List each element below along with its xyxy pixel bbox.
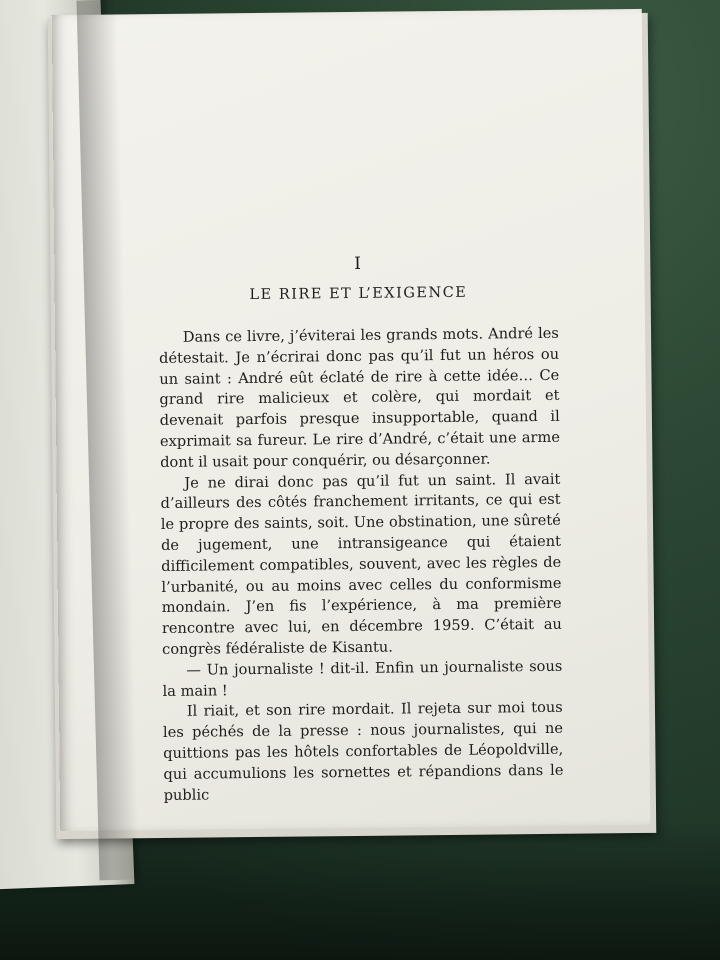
- paragraph-1: Dans ce livre, j’éviterai les grands mots. André les détestait. Je n’écrirai donc pas qu’il fut un héros ou un saint : André eût éclaté de rire à cette idée… Ce grand rire malicieux et colère, qui mordait et devenait parfois presque insupportable, quand il exprimait sa fureur. Le rire d’André, c’était une arme dont il usait pour conquérir, ou désarçonner.: [158, 324, 561, 471]
- paragraph-3: — Un journaliste ! dit-il. Enfin un journaliste sous la main !: [162, 657, 563, 700]
- chapter-title: LE RIRE ET L’EXIGENCE: [249, 284, 468, 304]
- paragraph-4: Il riait, et son rire mordait. Il rejeta sur moi tous les péchés de la presse : nous journalistes, qui ne quittions pas les hôtels confortables de Léopoldville, qui accumulions les sornettes et répandions dans le public: [162, 699, 564, 804]
- page-text: [158, 252, 564, 806]
- paragraph-2: Je ne dirai donc pas qu’il fut un saint. Il avait d’ailleurs des côtés franchement irritants, ce qui est le propre des saints, soit. Une obstination, une sûreté de jugement, une intransigeance qui étaient difficilement compatibles, souvent, avec les règles de l’urbanité, ou au moins avec celles du conformisme mondain. J’en fis l’expérience, à ma première rencontre avec lui, en décembre 1959. C’était au congrès fédéraliste de Kisantu.: [160, 470, 562, 658]
- chapter-number: I: [354, 253, 363, 274]
